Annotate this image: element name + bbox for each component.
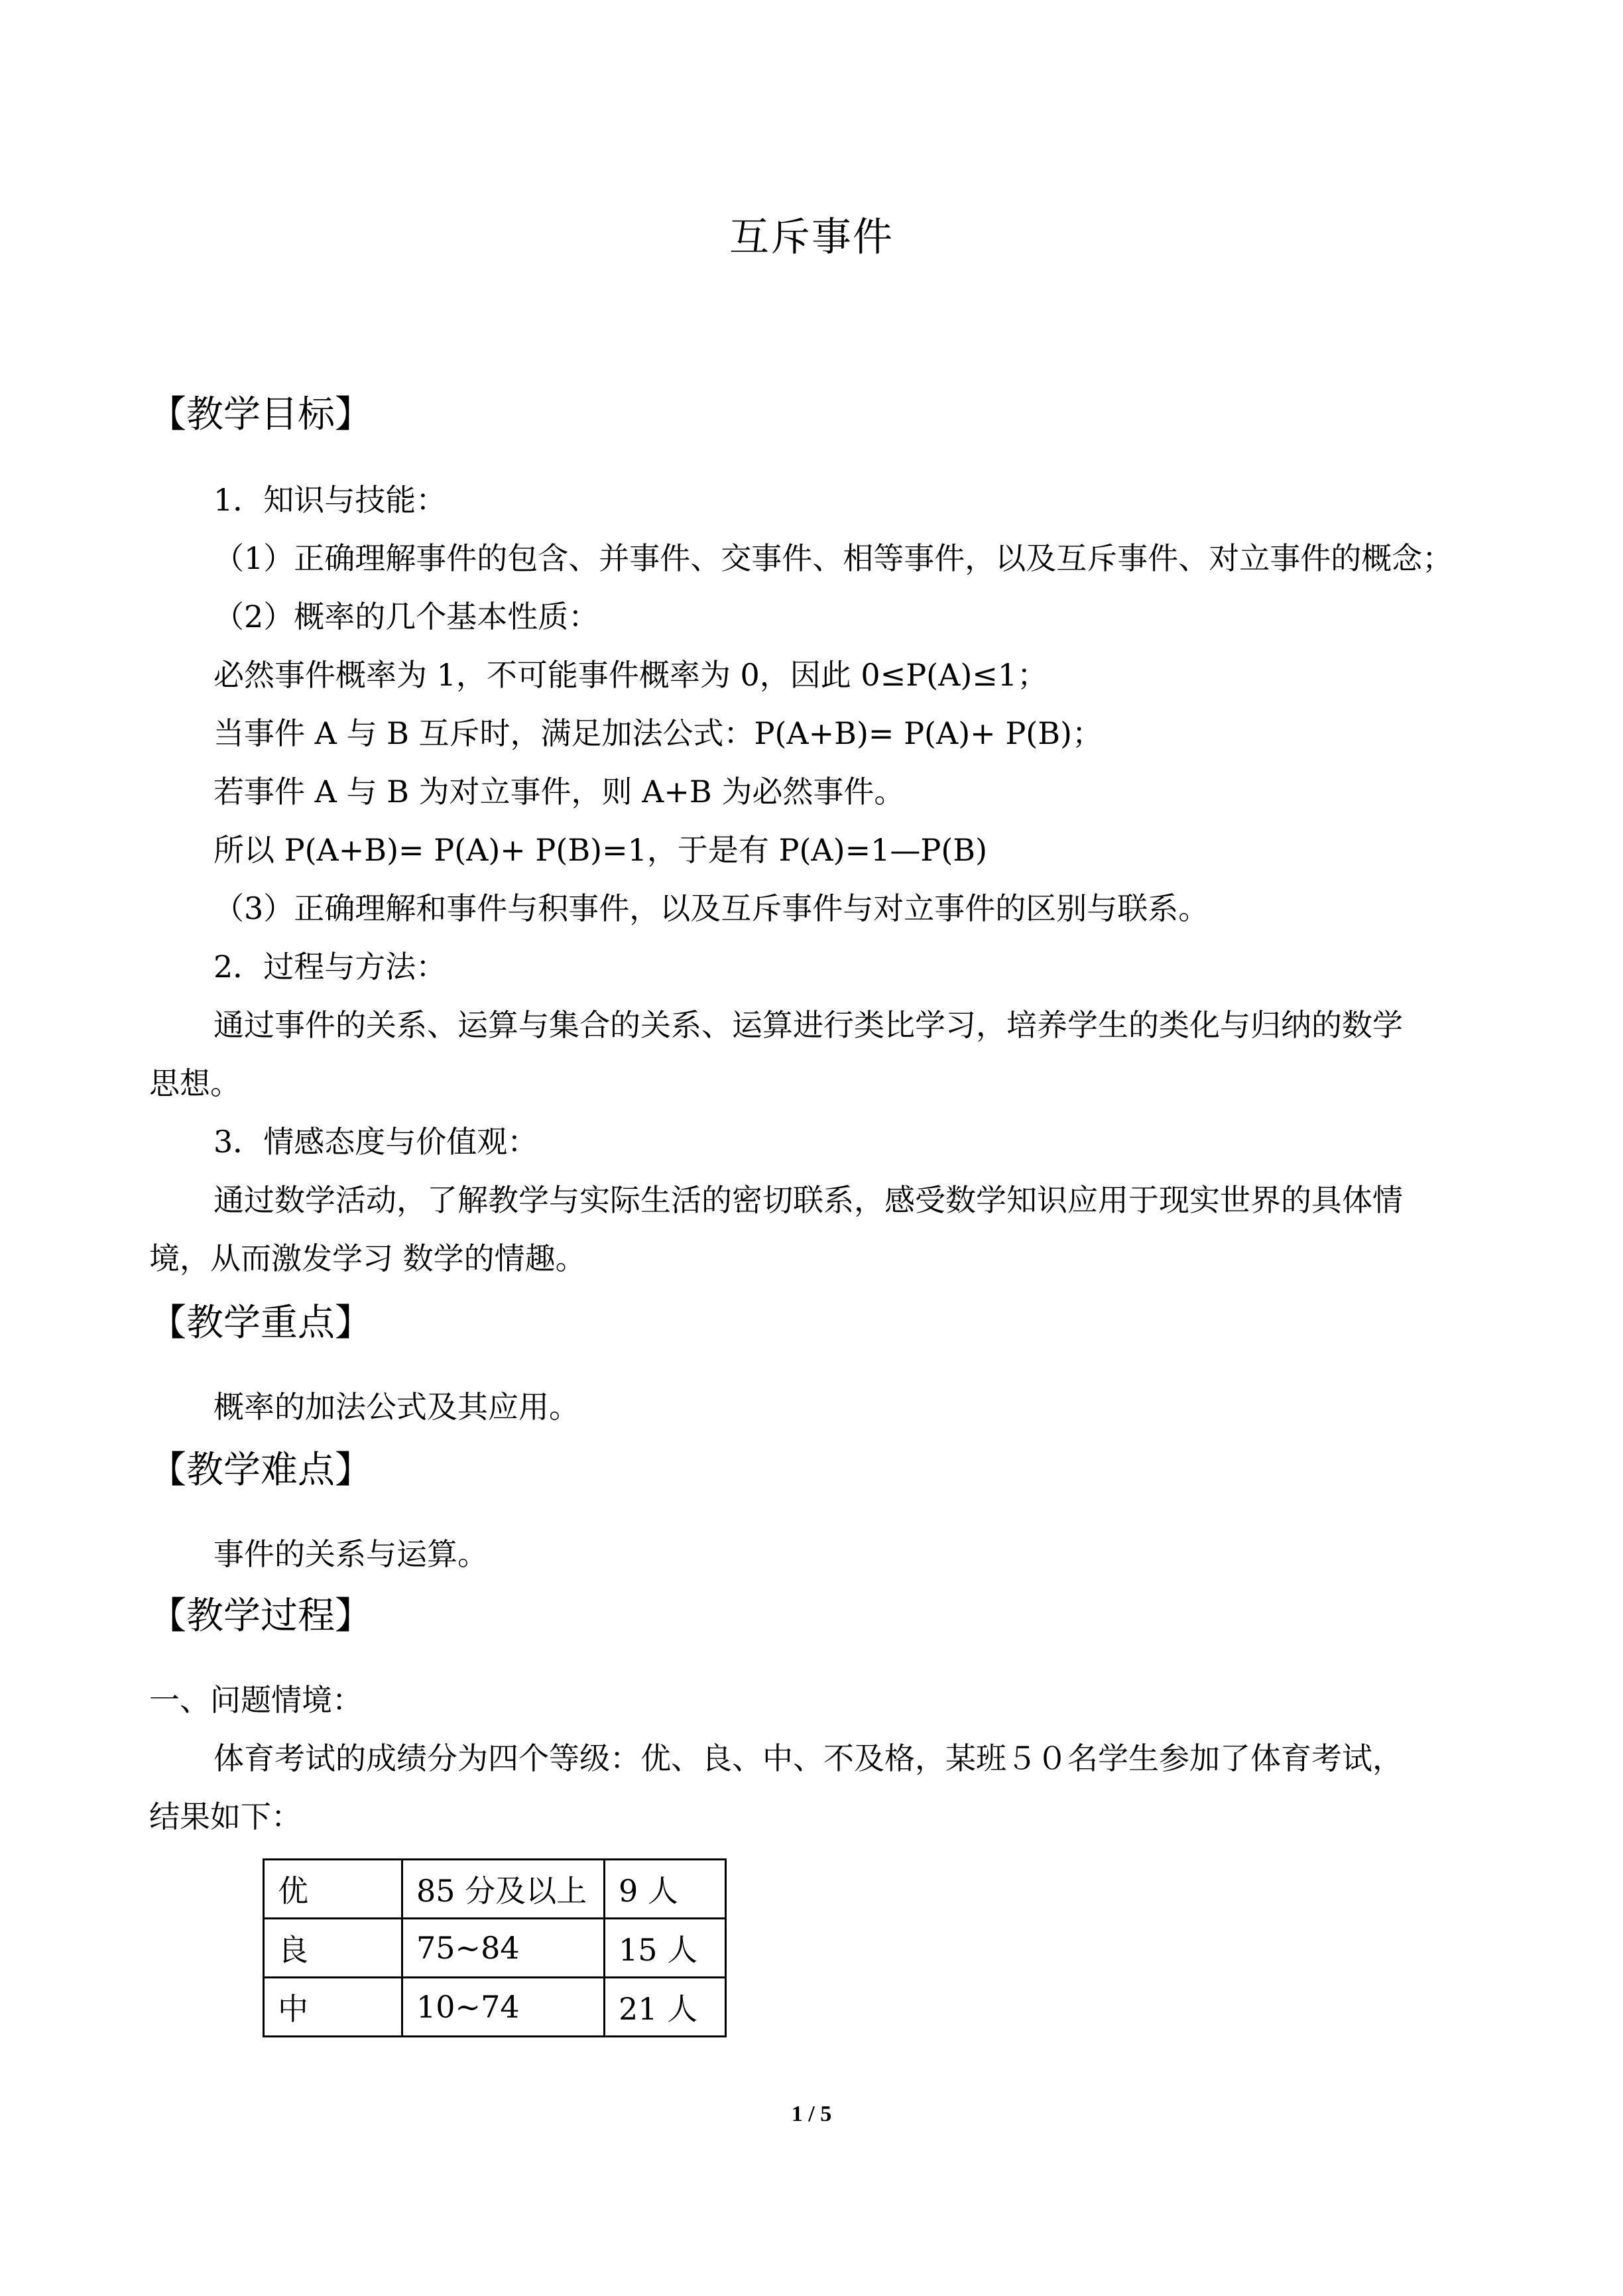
- objective-line: 思想。: [149, 1065, 241, 1101]
- table-cell: 21 人: [605, 1978, 726, 2037]
- objective-line: 当事件 A 与 B 互斥时，满足加法公式：P(A+B)= P(A)+ P(B)；: [213, 715, 1103, 751]
- table-cell: 85 分及以上: [402, 1860, 605, 1919]
- objective-line: 3．情感态度与价值观：: [213, 1124, 538, 1160]
- table-cell: 9 人: [605, 1860, 726, 1919]
- table-cell: 75~84: [402, 1919, 605, 1978]
- objective-line: （1）正确理解事件的包含、并事件、交事件、相等事件，以及互斥事件、对立事件的概念；: [213, 540, 1453, 576]
- heading-objectives: 【教学目标】: [149, 393, 372, 436]
- key-points-text: 概率的加法公式及其应用。: [213, 1389, 579, 1425]
- objective-line: 通过事件的关系、运算与集合的关系、运算进行类比学习，培养学生的类化与归纳的数学: [213, 1007, 1403, 1043]
- objective-line: 通过数学活动，了解教学与实际生活的密切联系，感受数学知识应用于现实世界的具体情: [213, 1182, 1403, 1218]
- page-number: 1 / 5: [791, 2102, 832, 2126]
- document-title: 互斥事件: [729, 214, 894, 261]
- table-cell: 10~74: [402, 1978, 605, 2037]
- table-cell: 中: [264, 1978, 402, 2037]
- grades-table: [263, 1858, 727, 2037]
- heading-difficulties: 【教学难点】: [149, 1449, 372, 1492]
- process-line: 体育考试的成绩分为四个等级：优、良、中、不及格，某班５０名学生参加了体育考试，: [213, 1740, 1403, 1776]
- table-cell: 良: [264, 1919, 402, 1978]
- objective-line: 2．过程与方法：: [213, 949, 447, 985]
- objective-line: （2）概率的几个基本性质：: [213, 599, 599, 634]
- process-line: 结果如下：: [149, 1799, 302, 1835]
- difficulties-text: 事件的关系与运算。: [213, 1536, 488, 1572]
- objective-line: （3）正确理解和事件与积事件，以及互斥事件与对立事件的区别与联系。: [213, 890, 1209, 926]
- heading-key-points: 【教学重点】: [149, 1301, 372, 1345]
- objective-line: 所以 P(A+B)= P(A)+ P(B)=1，于是有 P(A)=1—P(B): [213, 832, 988, 868]
- table-row: [264, 1978, 726, 2037]
- table-row: [264, 1919, 726, 1978]
- process-line: 一、问题情境：: [149, 1682, 363, 1718]
- objective-line: 1．知识与技能：: [213, 482, 447, 518]
- table-cell: 15 人: [605, 1919, 726, 1978]
- table-row: [264, 1860, 726, 1919]
- table-cell: 优: [264, 1860, 402, 1919]
- objective-line: 境，从而激发学习 数学的情趣。: [149, 1240, 586, 1276]
- objective-line: 若事件 A 与 B 为对立事件，则 A+B 为必然事件。: [213, 774, 905, 810]
- objective-line: 必然事件概率为 1，不可能事件概率为 0，因此 0≤P(A)≤1；: [213, 657, 1048, 693]
- heading-process: 【教学过程】: [149, 1595, 372, 1638]
